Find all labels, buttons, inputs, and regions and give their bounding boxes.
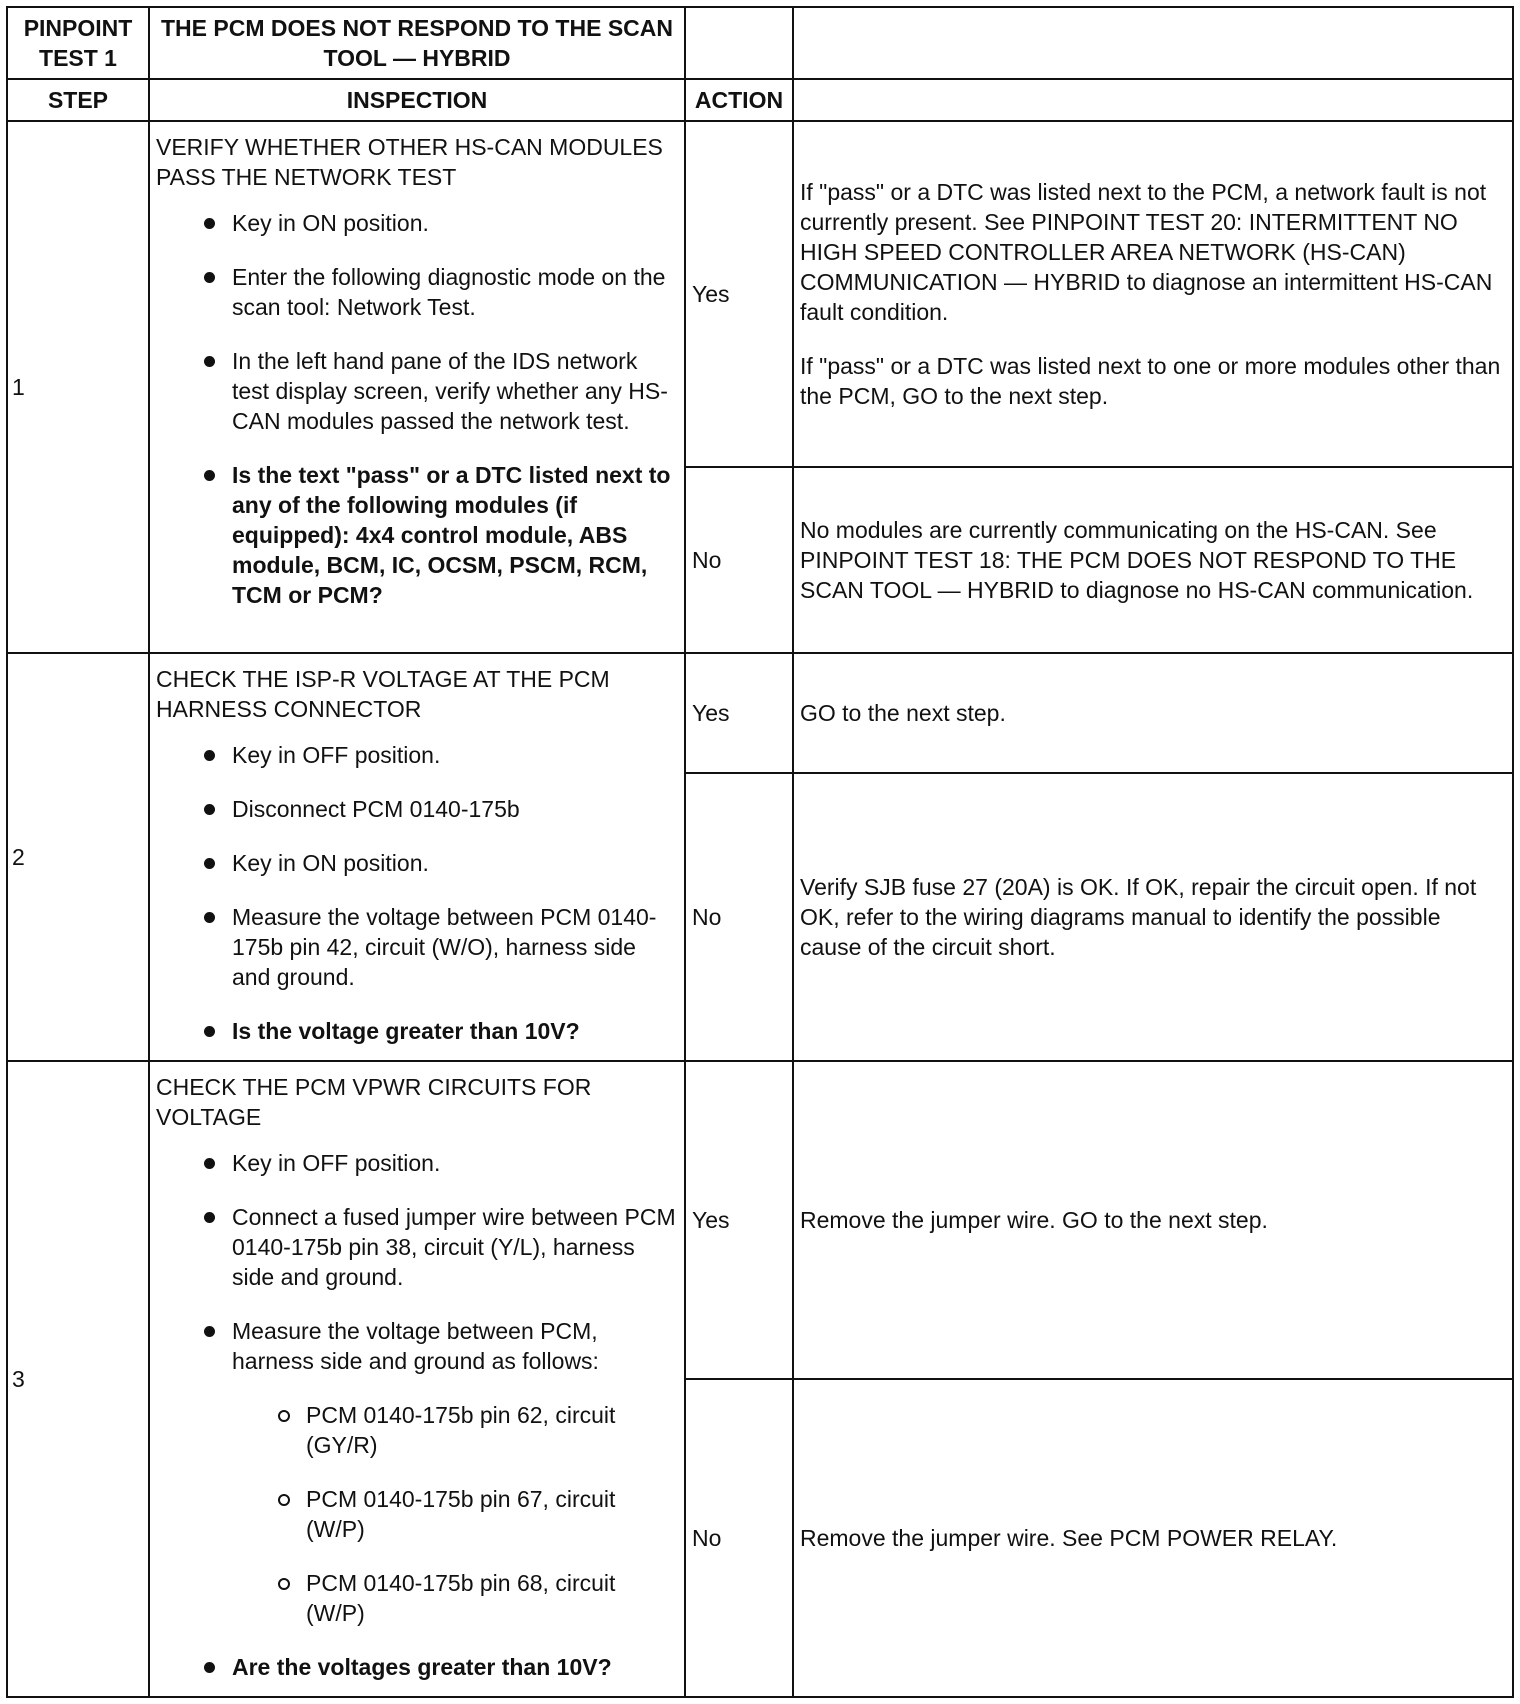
yes-action bbox=[793, 121, 1513, 467]
yes-label: Yes bbox=[685, 1061, 793, 1379]
pinpoint-test-table bbox=[6, 6, 1514, 1698]
header-empty-cell bbox=[685, 7, 793, 79]
measurement-sub-bullet: PCM 0140-175b pin 67, circuit (W/P) bbox=[156, 1484, 678, 1544]
inspection-column-header: INSPECTION bbox=[149, 79, 685, 121]
no-action: Remove the jumper wire. See PCM POWER RELAY. bbox=[793, 1379, 1513, 1697]
step-1-inspection bbox=[149, 121, 685, 653]
step-number: 1 bbox=[7, 121, 149, 653]
step-title: CHECK THE ISP-R VOLTAGE AT THE PCM HARNESS CONNECTOR bbox=[156, 666, 610, 722]
measurement-sub-bullet: PCM 0140-175b pin 68, circuit (W/P) bbox=[156, 1568, 678, 1628]
inspection-bullet: Key in ON position. bbox=[156, 848, 678, 878]
measurement-sub-bullet: PCM 0140-175b pin 62, circuit (GY/R) bbox=[156, 1400, 678, 1460]
step-2-inspection bbox=[149, 653, 685, 1061]
inspection-bullet: Measure the voltage between PCM 0140-175b pin 42, circuit (W/O), harness side and ground. bbox=[156, 902, 678, 992]
test-title: THE PCM DOES NOT RESPOND TO THE SCAN TOOL — HYBRID bbox=[149, 7, 685, 79]
action-column-header: ACTION bbox=[685, 79, 793, 121]
inspection-question: Are the voltages greater than 10V? bbox=[156, 1652, 678, 1682]
step-1-yes-row bbox=[7, 121, 1513, 467]
action-paragraph: If "pass" or a DTC was listed next to the PCM, a network fault is not currently present. See PINPOINT TEST 20: INTERMITTENT NO HIGH SPEED CONTROLLER AREA NETWORK (HS-CAN) COMMUNICATION — HYBRID to diagnose an intermittent HS-CAN fault condition. bbox=[800, 179, 1493, 325]
inspection-question: Is the voltage greater than 10V? bbox=[156, 1016, 678, 1046]
inspection-bullet: Key in OFF position. bbox=[156, 740, 678, 770]
step-2-yes-row bbox=[7, 653, 1513, 773]
title-row bbox=[7, 7, 1513, 79]
step-column-header: STEP bbox=[7, 79, 149, 121]
pinpoint-test-label: PINPOINT TEST 1 bbox=[7, 7, 149, 79]
header-empty-cell bbox=[793, 79, 1513, 121]
yes-action: Remove the jumper wire. GO to the next step. bbox=[793, 1061, 1513, 1379]
inspection-bullet: Key in ON position. bbox=[156, 208, 678, 238]
step-number: 2 bbox=[7, 653, 149, 1061]
inspection-bullet: In the left hand pane of the IDS network test display screen, verify whether any HS-CAN modules passed the network test. bbox=[156, 346, 678, 436]
inspection-bullet: Enter the following diagnostic mode on the scan tool: Network Test. bbox=[156, 262, 678, 322]
step-3-yes-row bbox=[7, 1061, 1513, 1379]
inspection-bullet: Measure the voltage between PCM, harness side and ground as follows: bbox=[156, 1316, 678, 1376]
inspection-bullet: Key in OFF position. bbox=[156, 1148, 678, 1178]
inspection-bullet: Disconnect PCM 0140-175b bbox=[156, 794, 678, 824]
step-3-inspection bbox=[149, 1061, 685, 1697]
yes-action: GO to the next step. bbox=[793, 653, 1513, 773]
inspection-bullet: Connect a fused jumper wire between PCM 0140-175b pin 38, circuit (Y/L), harness side and ground. bbox=[156, 1202, 678, 1292]
action-paragraph: If "pass" or a DTC was listed next to one or more modules other than the PCM, GO to the next step. bbox=[800, 353, 1501, 409]
yes-label: Yes bbox=[685, 653, 793, 773]
column-header-row bbox=[7, 79, 1513, 121]
inspection-question: Is the text "pass" or a DTC listed next to any of the following modules (if equipped): 4x4 control module, ABS module, BCM, IC, OCSM, PSCM, RCM, TCM or PCM? bbox=[156, 460, 678, 610]
no-action: Verify SJB fuse 27 (20A) is OK. If OK, repair the circuit open. If not OK, refer to the wiring diagrams manual to identify the possible cause of the circuit short. bbox=[793, 773, 1513, 1061]
no-label: No bbox=[685, 1379, 793, 1697]
yes-label: Yes bbox=[685, 121, 793, 467]
header-empty-cell bbox=[793, 7, 1513, 79]
step-number: 3 bbox=[7, 1061, 149, 1697]
step-title: CHECK THE PCM VPWR CIRCUITS FOR VOLTAGE bbox=[156, 1074, 592, 1130]
no-action: No modules are currently communicating on the HS-CAN. See PINPOINT TEST 18: THE PCM DOES NOT RESPOND TO THE SCAN TOOL — HYBRID to diagnose no HS-CAN communication. bbox=[793, 467, 1513, 653]
no-label: No bbox=[685, 773, 793, 1061]
step-title: VERIFY WHETHER OTHER HS-CAN MODULES PASS THE NETWORK TEST bbox=[156, 134, 663, 190]
no-label: No bbox=[685, 467, 793, 653]
